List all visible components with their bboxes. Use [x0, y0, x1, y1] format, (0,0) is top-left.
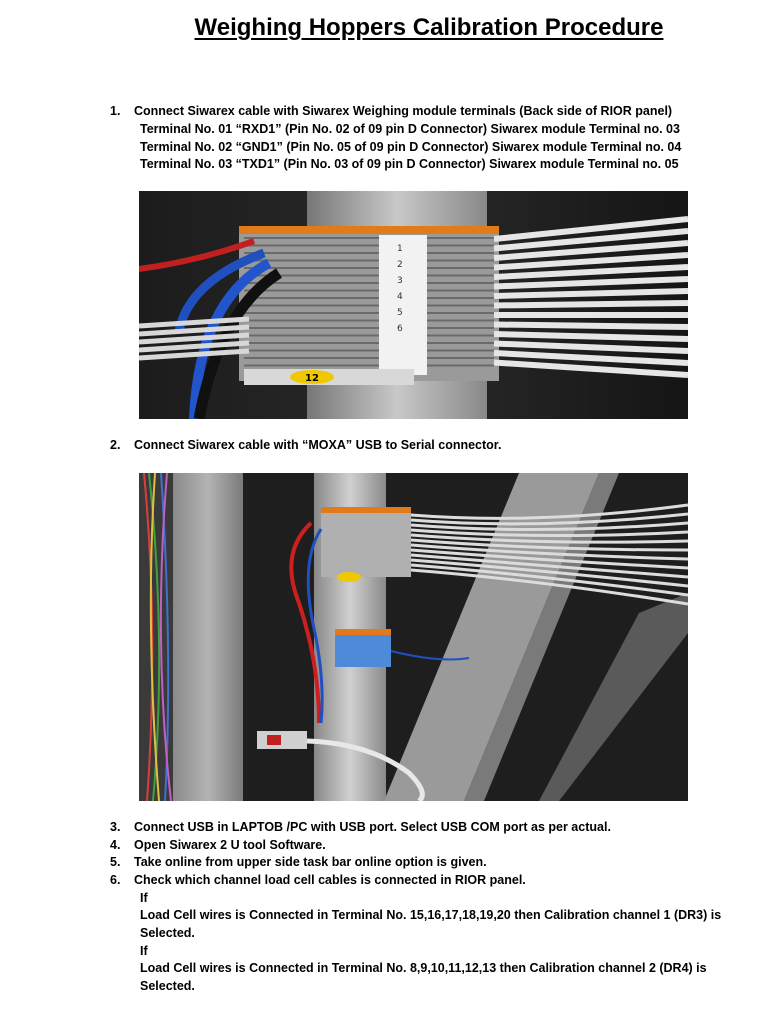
- step-4: [110, 837, 326, 855]
- step-6-detail-2: Load Cell wires is Connected in Terminal No. 15,16,17,18,19,20 then Calibration channel 1 (DR3) is: [140, 908, 722, 922]
- svg-text:4: 4: [397, 292, 403, 302]
- step-text: Take online from upper side task bar online option is given.: [134, 855, 487, 869]
- terminal-block-photo: [139, 191, 688, 419]
- svg-text:3: 3: [397, 276, 403, 286]
- step-6-detail-6: Selected.: [140, 979, 195, 993]
- step-text: Open Siwarex 2 U tool Software.: [134, 838, 326, 852]
- step-6-detail-4: If: [140, 944, 148, 958]
- svg-text:6: 6: [397, 324, 403, 334]
- svg-text:1: 1: [397, 244, 403, 254]
- step-6-detail-1: If: [140, 891, 148, 905]
- page-title: Weighing Hoppers Calibration Procedure: [194, 14, 664, 41]
- terminal-tag-label: 12: [305, 373, 319, 384]
- step-3: [110, 819, 611, 837]
- step-1-detail-1: Terminal No. 01 “RXD1” (Pin No. 02 of 09 pin D Connector) Siwarex module Terminal no. 03: [140, 122, 680, 136]
- step-6-detail-3: Selected.: [140, 926, 195, 940]
- moxa-connection-photo: [139, 473, 688, 801]
- step-1: [110, 103, 672, 121]
- step-5: [110, 854, 487, 872]
- step-6-detail-5: Load Cell wires is Connected in Terminal No. 8,9,10,11,12,13 then Calibration channel 2 (DR4) is: [140, 961, 707, 975]
- step-number: 1.: [110, 104, 121, 118]
- step-2: [110, 437, 501, 455]
- svg-text:5: 5: [397, 308, 403, 318]
- step-6: [110, 872, 526, 890]
- step-text: Connect Siwarex cable with “MOXA” USB to Serial connector.: [134, 438, 502, 452]
- step-number: 4.: [110, 838, 121, 852]
- step-number: 5.: [110, 855, 121, 869]
- step-text: Connect USB in LAPTOB /PC with USB port. Select USB COM port as per actual.: [134, 820, 611, 834]
- step-text: Check which channel load cell cables is connected in RIOR panel.: [134, 873, 526, 887]
- step-number: 3.: [110, 820, 121, 834]
- step-text: Connect Siwarex cable with Siwarex Weighing module terminals (Back side of RIOR panel): [134, 104, 673, 118]
- svg-text:2: 2: [397, 260, 403, 270]
- step-1-detail-3: Terminal No. 03 “TXD1” (Pin No. 03 of 09 pin D Connector) Siwarex module Terminal no. 05: [140, 157, 679, 171]
- step-number: 6.: [110, 873, 121, 887]
- step-number: 2.: [110, 438, 121, 452]
- step-1-detail-2: Terminal No. 02 “GND1” (Pin No. 05 of 09 pin D Connector) Siwarex module Terminal no. 04: [140, 140, 682, 154]
